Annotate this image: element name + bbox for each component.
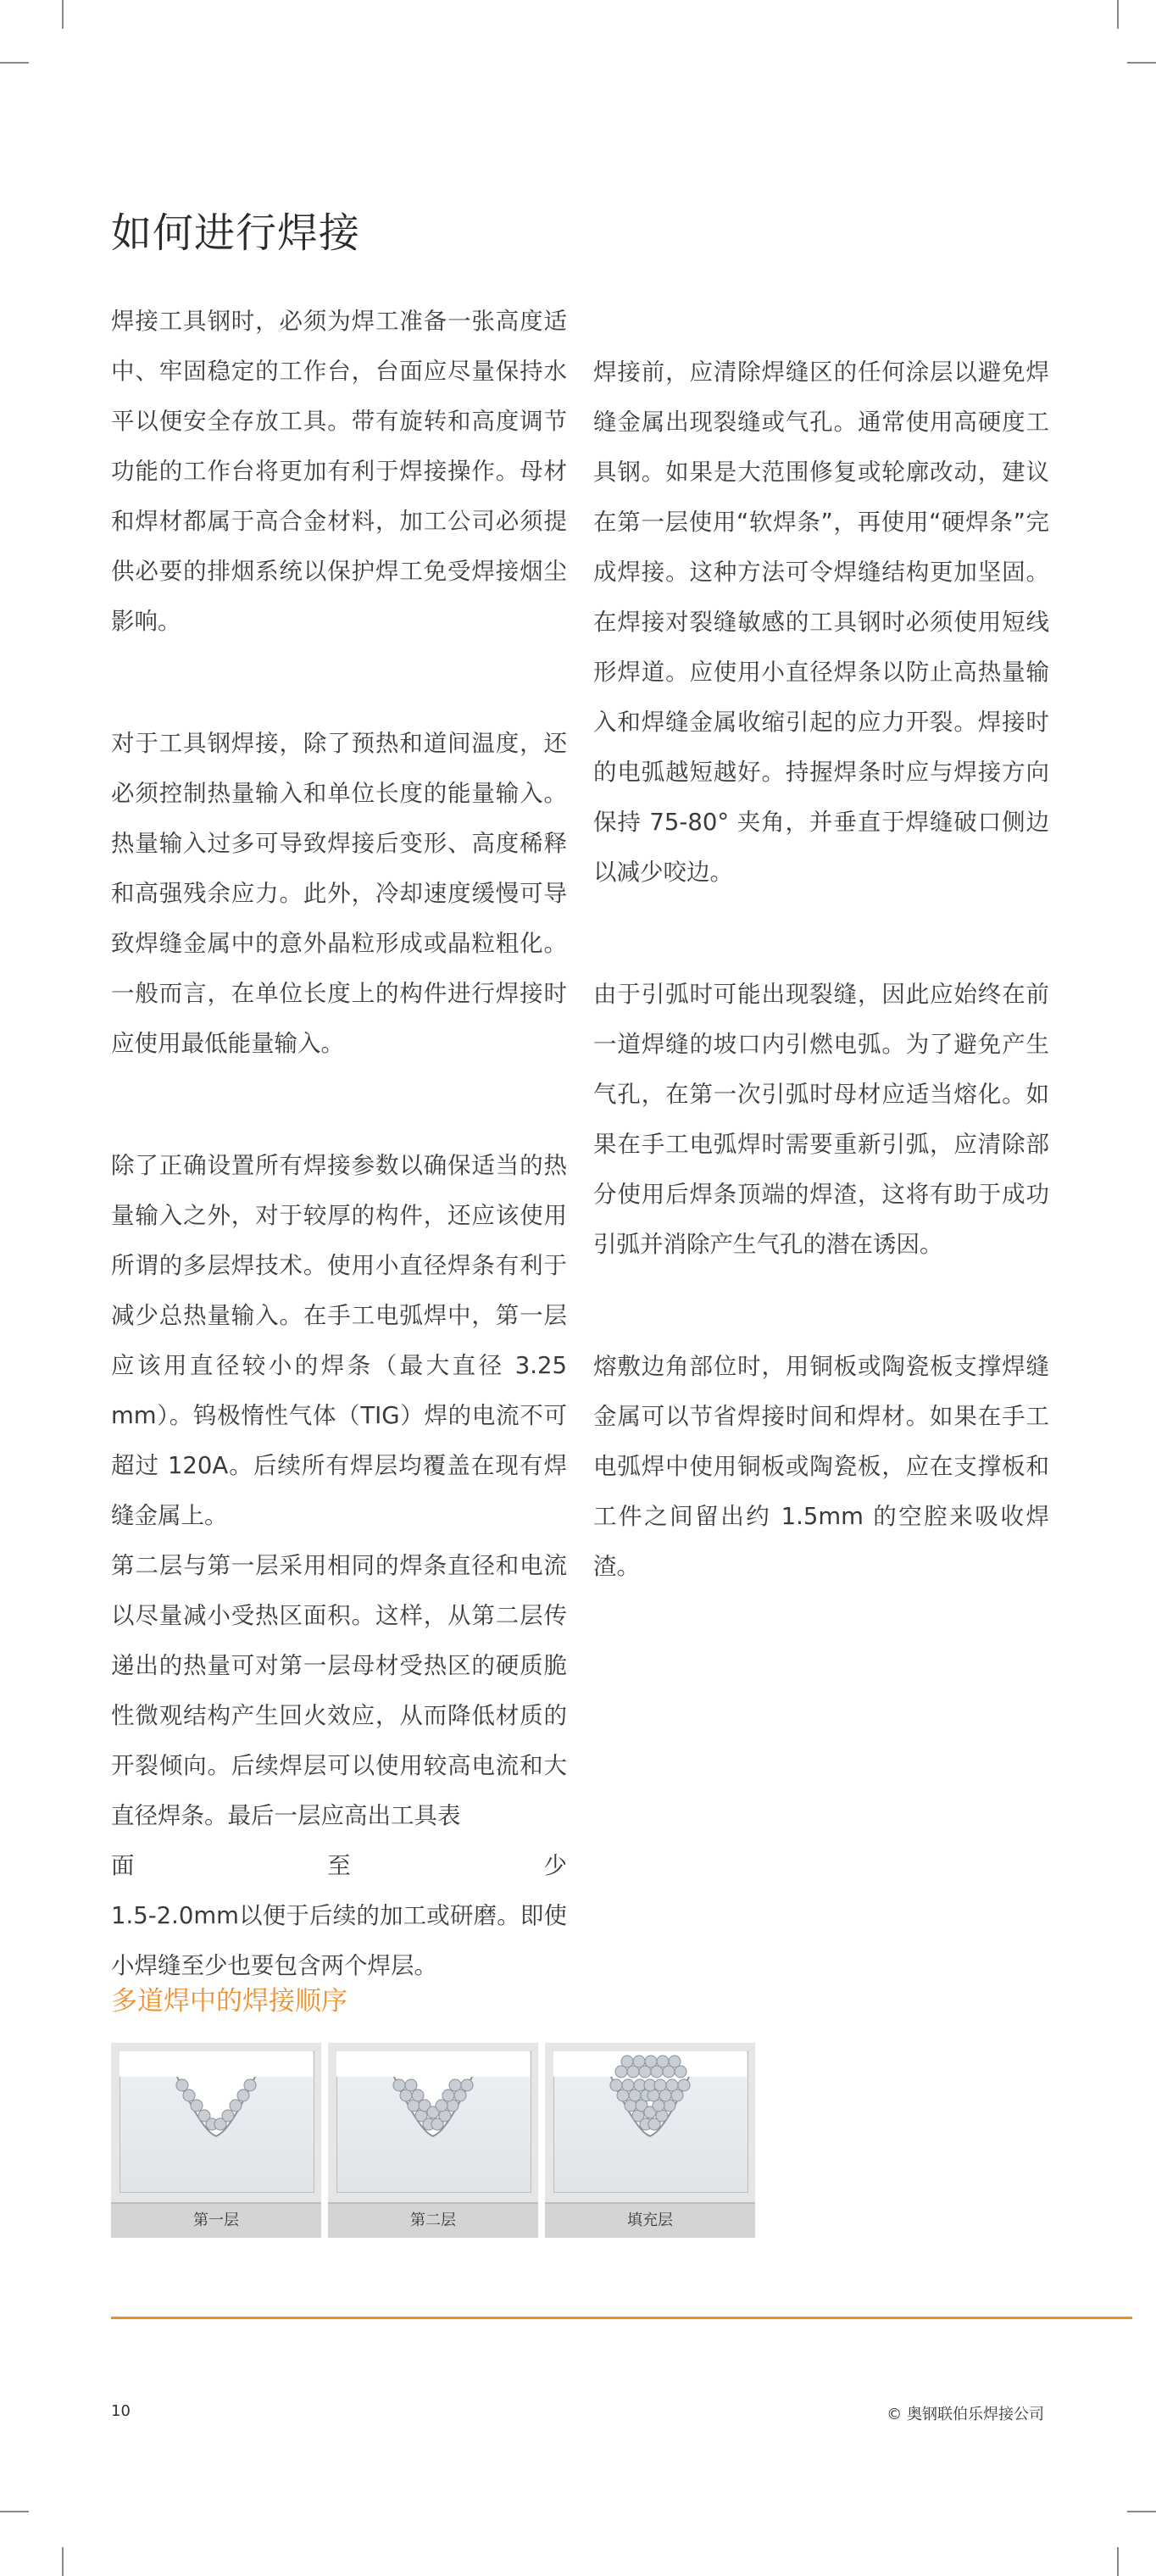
- crop-mark-bottom-left-v: [62, 2547, 64, 2576]
- paragraph: 1.5-2.0mm以便于后续的加工或研磨。即使小焊缝至少也要包含两个焊层。: [111, 1902, 567, 1979]
- paragraph: 第二层与第一层采用相同的焊条直径和电流以尽量减小受热区面积。这样，从第二层传递出的热量可对第一层母材受热区的硬质脆性微观结构产生回火效应，从而降低材质的开裂倾向。后续焊层可以使用较高电流和大直径焊条。最后一层应高出工具表: [111, 1552, 567, 1829]
- paragraph: 焊接工具钢时，必须为焊工准备一张高度适中、牢固稳定的工作台，台面应尽量保持水平以便安全存放工具。带有旋转和高度调节功能的工作台将更加有利于焊接操作。母材和焊材都属于高合金材料，加工公司必须提供必要的排烟系统以保护焊工免受焊接烟尘影响。: [111, 308, 567, 635]
- weld-groove-second-layer-drawing: [336, 2051, 530, 2191]
- crop-mark-bottom-left-h: [0, 2511, 29, 2512]
- paragraph: 焊接前，应清除焊缝区的任何涂层以避免焊缝金属出现裂缝或气孔。通常使用高硬度工具钢。如果是大范围修复或轮廓改动，建议在第一层使用“软焊条”，再使用“硬焊条”完成焊接。这种方法可令焊缝结构更加坚固。在焊接对裂缝敏感的工具钢时必须使用短线形焊道。应使用小直径焊条以防止高热量输入和焊缝金属收缩引起的应力开裂。焊接时的电弧越短越好。持握焊条时应与焊接方向保持 75-80° 夹角，并垂直于焊缝破口侧边以减少咬边。: [593, 359, 1049, 886]
- right-column: [593, 348, 1049, 1592]
- page-title: 如何进行焊接: [111, 209, 361, 257]
- crop-mark-bottom-right-h: [1127, 2511, 1156, 2512]
- page-number: 10: [111, 2402, 131, 2420]
- weld-groove-fill-layer-drawing: [553, 2051, 747, 2191]
- weld-groove-first-layer-drawing: [119, 2051, 313, 2191]
- spread-char: 面: [111, 1852, 135, 1879]
- paragraph: 对于工具钢焊接，除了预热和道间温度，还必须控制热量输入和单位长度的能量输入。热量输入过多可导致焊接后变形、高度稀释和高强残余应力。此外，冷却速度缓慢可导致焊缝金属中的意外晶粒形成或晶粒粗化。一般而言，在单位长度上的构件进行焊接时应使用最低能量输入。: [111, 730, 567, 1057]
- paragraph: 熔敷边角部位时，用铜板或陶瓷板支撑焊缝金属可以节省焊接时间和焊材。如果在手工电弧焊中使用铜板或陶瓷板，应在支撑板和工件之间留出约 1.5mm 的空腔来吸收焊渣。: [593, 1353, 1049, 1580]
- weld-sequence-figure: [111, 2043, 755, 2238]
- weld-panel-first-layer: [111, 2043, 321, 2238]
- crop-mark-top-right-v: [1117, 0, 1119, 29]
- weld-panel-second-layer: [328, 2043, 538, 2238]
- panel-caption: 填充层: [545, 2202, 755, 2238]
- crop-mark-top-left-h: [0, 62, 29, 64]
- crop-mark-bottom-right-v: [1117, 2547, 1119, 2576]
- footer-divider: [111, 2317, 1132, 2319]
- figure-title: 多道焊中的焊接顺序: [111, 1986, 347, 2017]
- panel-caption: 第一层: [111, 2202, 321, 2238]
- weld-panel-fill-layer: [545, 2043, 755, 2238]
- crop-mark-top-right-h: [1127, 62, 1156, 64]
- left-column: [111, 297, 567, 1991]
- copyright-notice: © 奥钢联伯乐焊接公司: [886, 2406, 1044, 2423]
- crop-mark-top-left-v: [62, 0, 64, 29]
- paragraph: 由于引弧时可能出现裂缝，因此应始终在前一道焊缝的坡口内引燃电弧。为了避免产生气孔，在第一次引弧时母材应适当熔化。如果在手工电弧焊时需要重新引弧，应清除部分使用后焊条顶端的焊渣，这将有助于成功引弧并消除产生气孔的潜在诱因。: [593, 981, 1049, 1258]
- spread-text-line: [111, 1841, 567, 1891]
- panel-caption: 第二层: [328, 2202, 538, 2238]
- spread-char: 少: [543, 1852, 567, 1879]
- paragraph: 除了正确设置所有焊接参数以确保适当的热量输入之外，对于较厚的构件，还应该使用所谓的多层焊技术。使用小直径焊条有利于减少总热量输入。在手工电弧焊中，第一层应该用直径较小的焊条（最大直径 3.25 mm）。钨极惰性气体（TIG）焊的电流不可超过 120A。后续所有焊层均覆盖在现有焊缝金属上。: [111, 1152, 567, 1529]
- spread-char: 至: [327, 1852, 351, 1879]
